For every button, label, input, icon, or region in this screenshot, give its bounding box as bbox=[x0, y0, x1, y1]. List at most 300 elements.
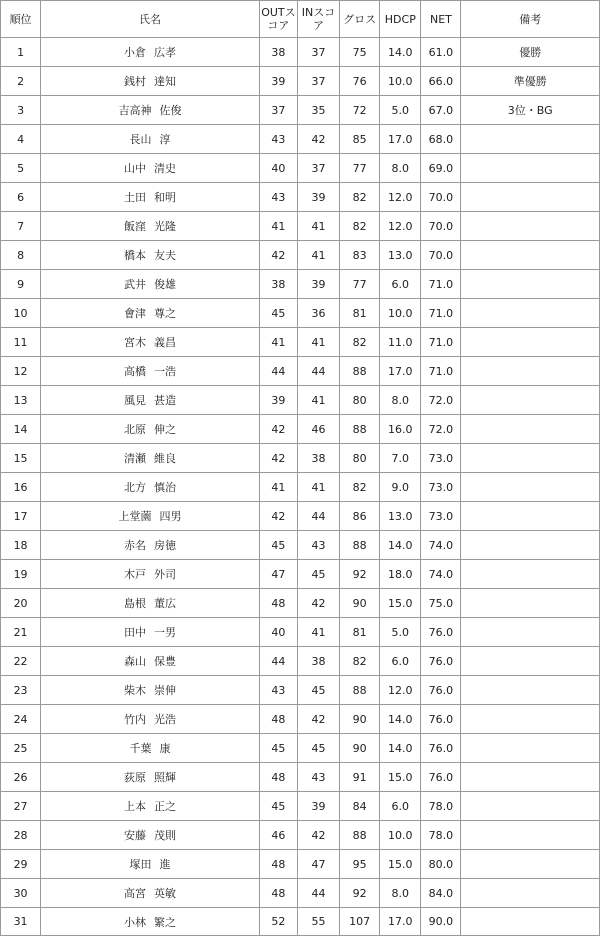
header-rank: 順位 bbox=[1, 1, 41, 38]
cell-in: 45 bbox=[297, 560, 339, 589]
last-name: 竹内 bbox=[123, 713, 146, 726]
table-row bbox=[1, 647, 600, 676]
first-name: 伸之 bbox=[153, 423, 176, 436]
header-out: OUTスコア bbox=[259, 1, 297, 38]
first-name: 康 bbox=[159, 742, 171, 755]
last-name: 塚田 bbox=[129, 858, 152, 871]
cell-out: 48 bbox=[259, 705, 297, 734]
cell-name bbox=[41, 473, 260, 502]
cell-gross: 81 bbox=[340, 299, 380, 328]
first-name: 淳 bbox=[159, 133, 171, 146]
first-name: 一浩 bbox=[153, 365, 176, 378]
cell-note bbox=[461, 212, 600, 241]
cell-gross: 81 bbox=[340, 618, 380, 647]
cell-out: 48 bbox=[259, 589, 297, 618]
cell-rank: 8 bbox=[1, 241, 41, 270]
table-row bbox=[1, 879, 600, 908]
cell-out: 48 bbox=[259, 850, 297, 879]
cell-rank: 5 bbox=[1, 154, 41, 183]
cell-note bbox=[461, 618, 600, 647]
cell-gross: 82 bbox=[340, 212, 380, 241]
last-name: 清瀬 bbox=[123, 452, 146, 465]
cell-hdcp: 14.0 bbox=[380, 38, 421, 67]
cell-name bbox=[41, 908, 260, 936]
cell-name bbox=[41, 357, 260, 386]
cell-hdcp: 13.0 bbox=[380, 502, 421, 531]
cell-gross: 85 bbox=[340, 125, 380, 154]
last-name: 銭村 bbox=[123, 75, 146, 88]
first-name: 維良 bbox=[153, 452, 176, 465]
cell-hdcp: 5.0 bbox=[380, 96, 421, 125]
cell-hdcp: 9.0 bbox=[380, 473, 421, 502]
cell-hdcp: 17.0 bbox=[380, 125, 421, 154]
first-name: 英敏 bbox=[153, 887, 176, 900]
cell-hdcp: 17.0 bbox=[380, 357, 421, 386]
cell-rank: 20 bbox=[1, 589, 41, 618]
cell-note bbox=[461, 473, 600, 502]
first-name: 正之 bbox=[153, 800, 176, 813]
last-name: 上堂薗 bbox=[118, 510, 152, 523]
first-name: 光浩 bbox=[153, 713, 176, 726]
cell-note bbox=[461, 734, 600, 763]
cell-gross: 88 bbox=[340, 676, 380, 705]
cell-name bbox=[41, 183, 260, 212]
cell-hdcp: 12.0 bbox=[380, 676, 421, 705]
cell-net: 76.0 bbox=[421, 618, 461, 647]
table-row bbox=[1, 502, 600, 531]
cell-hdcp: 6.0 bbox=[380, 792, 421, 821]
cell-out: 41 bbox=[259, 212, 297, 241]
cell-rank: 25 bbox=[1, 734, 41, 763]
cell-hdcp: 12.0 bbox=[380, 212, 421, 241]
cell-gross: 88 bbox=[340, 357, 380, 386]
last-name: 橋本 bbox=[123, 249, 146, 262]
first-name: 保豊 bbox=[153, 655, 176, 668]
cell-note bbox=[461, 270, 600, 299]
cell-rank: 24 bbox=[1, 705, 41, 734]
cell-in: 42 bbox=[297, 125, 339, 154]
cell-note bbox=[461, 821, 600, 850]
cell-in: 39 bbox=[297, 792, 339, 821]
header-name: 氏名 bbox=[41, 1, 260, 38]
table-row bbox=[1, 241, 600, 270]
cell-name bbox=[41, 96, 260, 125]
cell-gross: 90 bbox=[340, 705, 380, 734]
cell-in: 44 bbox=[297, 357, 339, 386]
cell-hdcp: 8.0 bbox=[380, 879, 421, 908]
cell-out: 52 bbox=[259, 908, 297, 936]
cell-rank: 11 bbox=[1, 328, 41, 357]
cell-gross: 91 bbox=[340, 763, 380, 792]
cell-hdcp: 18.0 bbox=[380, 560, 421, 589]
first-name: 甚造 bbox=[153, 394, 176, 407]
cell-gross: 90 bbox=[340, 734, 380, 763]
cell-name bbox=[41, 270, 260, 299]
cell-rank: 2 bbox=[1, 67, 41, 96]
cell-note bbox=[461, 386, 600, 415]
cell-net: 73.0 bbox=[421, 473, 461, 502]
cell-rank: 31 bbox=[1, 908, 41, 936]
cell-name bbox=[41, 38, 260, 67]
cell-net: 69.0 bbox=[421, 154, 461, 183]
cell-hdcp: 6.0 bbox=[380, 647, 421, 676]
cell-out: 43 bbox=[259, 125, 297, 154]
cell-note: 準優勝 bbox=[461, 67, 600, 96]
cell-net: 80.0 bbox=[421, 850, 461, 879]
cell-gross: 77 bbox=[340, 154, 380, 183]
cell-out: 42 bbox=[259, 502, 297, 531]
cell-net: 76.0 bbox=[421, 676, 461, 705]
table-row bbox=[1, 212, 600, 241]
table-row bbox=[1, 676, 600, 705]
cell-note bbox=[461, 328, 600, 357]
cell-in: 44 bbox=[297, 502, 339, 531]
table-row bbox=[1, 705, 600, 734]
cell-in: 39 bbox=[297, 270, 339, 299]
cell-gross: 80 bbox=[340, 444, 380, 473]
cell-name bbox=[41, 647, 260, 676]
cell-out: 44 bbox=[259, 357, 297, 386]
cell-note bbox=[461, 908, 600, 936]
cell-gross: 107 bbox=[340, 908, 380, 936]
cell-rank: 16 bbox=[1, 473, 41, 502]
cell-gross: 82 bbox=[340, 647, 380, 676]
first-name: 照輝 bbox=[153, 771, 176, 784]
table-header bbox=[1, 1, 600, 38]
cell-name bbox=[41, 850, 260, 879]
cell-rank: 19 bbox=[1, 560, 41, 589]
cell-note bbox=[461, 879, 600, 908]
table-row bbox=[1, 821, 600, 850]
table-row bbox=[1, 125, 600, 154]
last-name: 長山 bbox=[129, 133, 152, 146]
cell-in: 36 bbox=[297, 299, 339, 328]
cell-rank: 29 bbox=[1, 850, 41, 879]
cell-note bbox=[461, 444, 600, 473]
cell-out: 45 bbox=[259, 734, 297, 763]
cell-note bbox=[461, 502, 600, 531]
cell-out: 45 bbox=[259, 299, 297, 328]
cell-rank: 27 bbox=[1, 792, 41, 821]
cell-net: 76.0 bbox=[421, 647, 461, 676]
table-row bbox=[1, 531, 600, 560]
cell-gross: 86 bbox=[340, 502, 380, 531]
cell-name bbox=[41, 502, 260, 531]
cell-note bbox=[461, 676, 600, 705]
cell-hdcp: 15.0 bbox=[380, 850, 421, 879]
cell-rank: 6 bbox=[1, 183, 41, 212]
table-row bbox=[1, 67, 600, 96]
cell-out: 39 bbox=[259, 67, 297, 96]
cell-net: 84.0 bbox=[421, 879, 461, 908]
cell-net: 90.0 bbox=[421, 908, 461, 936]
table-row bbox=[1, 270, 600, 299]
cell-name bbox=[41, 444, 260, 473]
cell-out: 38 bbox=[259, 270, 297, 299]
table-row bbox=[1, 763, 600, 792]
cell-gross: 80 bbox=[340, 386, 380, 415]
cell-hdcp: 8.0 bbox=[380, 386, 421, 415]
cell-net: 71.0 bbox=[421, 357, 461, 386]
cell-in: 45 bbox=[297, 734, 339, 763]
cell-note bbox=[461, 531, 600, 560]
last-name: 山中 bbox=[123, 162, 146, 175]
table-row bbox=[1, 154, 600, 183]
first-name: 崇伸 bbox=[153, 684, 176, 697]
cell-out: 44 bbox=[259, 647, 297, 676]
cell-rank: 28 bbox=[1, 821, 41, 850]
last-name: 赤名 bbox=[123, 539, 146, 552]
cell-rank: 3 bbox=[1, 96, 41, 125]
cell-gross: 90 bbox=[340, 589, 380, 618]
cell-out: 43 bbox=[259, 676, 297, 705]
first-name: 義昌 bbox=[153, 336, 176, 349]
table-row bbox=[1, 850, 600, 879]
cell-out: 40 bbox=[259, 618, 297, 647]
cell-in: 37 bbox=[297, 67, 339, 96]
cell-net: 70.0 bbox=[421, 241, 461, 270]
table-row bbox=[1, 908, 600, 936]
cell-rank: 7 bbox=[1, 212, 41, 241]
cell-in: 41 bbox=[297, 618, 339, 647]
cell-rank: 1 bbox=[1, 38, 41, 67]
cell-out: 41 bbox=[259, 473, 297, 502]
cell-hdcp: 10.0 bbox=[380, 821, 421, 850]
cell-name bbox=[41, 821, 260, 850]
cell-out: 45 bbox=[259, 792, 297, 821]
cell-name bbox=[41, 705, 260, 734]
cell-gross: 75 bbox=[340, 38, 380, 67]
cell-gross: 72 bbox=[340, 96, 380, 125]
cell-note bbox=[461, 792, 600, 821]
cell-hdcp: 7.0 bbox=[380, 444, 421, 473]
cell-net: 71.0 bbox=[421, 328, 461, 357]
cell-net: 73.0 bbox=[421, 502, 461, 531]
cell-out: 42 bbox=[259, 444, 297, 473]
cell-gross: 92 bbox=[340, 879, 380, 908]
cell-out: 40 bbox=[259, 154, 297, 183]
table-row bbox=[1, 589, 600, 618]
cell-net: 68.0 bbox=[421, 125, 461, 154]
cell-out: 37 bbox=[259, 96, 297, 125]
header-hdcp: HDCP bbox=[380, 1, 421, 38]
cell-name bbox=[41, 560, 260, 589]
table-row bbox=[1, 96, 600, 125]
cell-gross: 82 bbox=[340, 328, 380, 357]
first-name: 清史 bbox=[153, 162, 176, 175]
cell-note bbox=[461, 560, 600, 589]
cell-rank: 13 bbox=[1, 386, 41, 415]
cell-hdcp: 14.0 bbox=[380, 531, 421, 560]
cell-name bbox=[41, 125, 260, 154]
cell-net: 76.0 bbox=[421, 705, 461, 734]
cell-in: 47 bbox=[297, 850, 339, 879]
first-name: 進 bbox=[159, 858, 171, 871]
first-name: 房徳 bbox=[153, 539, 176, 552]
cell-note bbox=[461, 589, 600, 618]
cell-in: 46 bbox=[297, 415, 339, 444]
header-note: 備考 bbox=[461, 1, 600, 38]
first-name: 董広 bbox=[153, 597, 176, 610]
cell-out: 38 bbox=[259, 38, 297, 67]
cell-out: 48 bbox=[259, 763, 297, 792]
cell-name bbox=[41, 154, 260, 183]
header-net: NET bbox=[421, 1, 461, 38]
cell-in: 55 bbox=[297, 908, 339, 936]
cell-net: 72.0 bbox=[421, 415, 461, 444]
cell-gross: 76 bbox=[340, 67, 380, 96]
first-name: 慎治 bbox=[153, 481, 176, 494]
cell-note: 3位・BG bbox=[461, 96, 600, 125]
cell-name bbox=[41, 792, 260, 821]
first-name: 和明 bbox=[153, 191, 176, 204]
last-name: 田中 bbox=[123, 626, 146, 639]
first-name: 光隆 bbox=[153, 220, 176, 233]
cell-net: 66.0 bbox=[421, 67, 461, 96]
cell-net: 72.0 bbox=[421, 386, 461, 415]
cell-rank: 23 bbox=[1, 676, 41, 705]
cell-hdcp: 10.0 bbox=[380, 67, 421, 96]
cell-gross: 77 bbox=[340, 270, 380, 299]
cell-rank: 10 bbox=[1, 299, 41, 328]
cell-out: 47 bbox=[259, 560, 297, 589]
cell-note: 優勝 bbox=[461, 38, 600, 67]
last-name: 木戸 bbox=[123, 568, 146, 581]
cell-rank: 9 bbox=[1, 270, 41, 299]
cell-name bbox=[41, 299, 260, 328]
cell-note bbox=[461, 125, 600, 154]
cell-name bbox=[41, 386, 260, 415]
cell-rank: 22 bbox=[1, 647, 41, 676]
cell-name bbox=[41, 67, 260, 96]
table-row bbox=[1, 792, 600, 821]
cell-name bbox=[41, 212, 260, 241]
cell-hdcp: 11.0 bbox=[380, 328, 421, 357]
cell-gross: 95 bbox=[340, 850, 380, 879]
first-name: 佐俊 bbox=[159, 104, 182, 117]
cell-name bbox=[41, 734, 260, 763]
cell-out: 43 bbox=[259, 183, 297, 212]
cell-hdcp: 14.0 bbox=[380, 705, 421, 734]
cell-net: 74.0 bbox=[421, 560, 461, 589]
cell-out: 46 bbox=[259, 821, 297, 850]
table-row bbox=[1, 734, 600, 763]
cell-in: 41 bbox=[297, 328, 339, 357]
cell-name bbox=[41, 531, 260, 560]
cell-rank: 14 bbox=[1, 415, 41, 444]
cell-in: 44 bbox=[297, 879, 339, 908]
cell-rank: 26 bbox=[1, 763, 41, 792]
cell-gross: 83 bbox=[340, 241, 380, 270]
cell-net: 74.0 bbox=[421, 531, 461, 560]
last-name: 上本 bbox=[123, 800, 146, 813]
cell-net: 71.0 bbox=[421, 299, 461, 328]
last-name: 千葉 bbox=[129, 742, 152, 755]
cell-note bbox=[461, 183, 600, 212]
last-name: 風見 bbox=[123, 394, 146, 407]
cell-note bbox=[461, 299, 600, 328]
table-row bbox=[1, 357, 600, 386]
table-row bbox=[1, 415, 600, 444]
cell-hdcp: 15.0 bbox=[380, 589, 421, 618]
table-row bbox=[1, 183, 600, 212]
cell-in: 42 bbox=[297, 821, 339, 850]
cell-name bbox=[41, 879, 260, 908]
cell-in: 43 bbox=[297, 531, 339, 560]
cell-in: 41 bbox=[297, 241, 339, 270]
cell-hdcp: 12.0 bbox=[380, 183, 421, 212]
cell-in: 42 bbox=[297, 705, 339, 734]
cell-out: 41 bbox=[259, 328, 297, 357]
cell-hdcp: 13.0 bbox=[380, 241, 421, 270]
cell-gross: 84 bbox=[340, 792, 380, 821]
last-name: 島根 bbox=[123, 597, 146, 610]
header-row bbox=[1, 1, 600, 38]
cell-in: 41 bbox=[297, 386, 339, 415]
cell-in: 41 bbox=[297, 212, 339, 241]
cell-hdcp: 14.0 bbox=[380, 734, 421, 763]
first-name: 一男 bbox=[153, 626, 176, 639]
last-name: 安藤 bbox=[123, 829, 146, 842]
cell-note bbox=[461, 763, 600, 792]
cell-in: 37 bbox=[297, 154, 339, 183]
last-name: 高橋 bbox=[123, 365, 146, 378]
cell-net: 67.0 bbox=[421, 96, 461, 125]
cell-in: 38 bbox=[297, 647, 339, 676]
cell-out: 42 bbox=[259, 415, 297, 444]
cell-rank: 15 bbox=[1, 444, 41, 473]
first-name: 達知 bbox=[153, 75, 176, 88]
header-gross: グロス bbox=[340, 1, 380, 38]
cell-gross: 88 bbox=[340, 531, 380, 560]
last-name: 宮木 bbox=[123, 336, 146, 349]
cell-hdcp: 8.0 bbox=[380, 154, 421, 183]
cell-rank: 17 bbox=[1, 502, 41, 531]
first-name: 尊之 bbox=[153, 307, 176, 320]
cell-note bbox=[461, 647, 600, 676]
cell-name bbox=[41, 763, 260, 792]
cell-rank: 12 bbox=[1, 357, 41, 386]
cell-net: 71.0 bbox=[421, 270, 461, 299]
cell-rank: 4 bbox=[1, 125, 41, 154]
cell-hdcp: 17.0 bbox=[380, 908, 421, 936]
cell-in: 35 bbox=[297, 96, 339, 125]
cell-gross: 88 bbox=[340, 821, 380, 850]
last-name: 柴木 bbox=[123, 684, 146, 697]
cell-in: 38 bbox=[297, 444, 339, 473]
last-name: 北原 bbox=[123, 423, 146, 436]
cell-name bbox=[41, 589, 260, 618]
cell-rank: 21 bbox=[1, 618, 41, 647]
cell-net: 75.0 bbox=[421, 589, 461, 618]
last-name: 吉高神 bbox=[118, 104, 152, 117]
cell-rank: 18 bbox=[1, 531, 41, 560]
cell-note bbox=[461, 415, 600, 444]
last-name: 飯窪 bbox=[123, 220, 146, 233]
last-name: 北方 bbox=[123, 481, 146, 494]
cell-net: 73.0 bbox=[421, 444, 461, 473]
cell-gross: 82 bbox=[340, 183, 380, 212]
cell-net: 76.0 bbox=[421, 734, 461, 763]
table-row bbox=[1, 473, 600, 502]
first-name: 俊雄 bbox=[153, 278, 176, 291]
first-name: 外司 bbox=[153, 568, 176, 581]
cell-note bbox=[461, 705, 600, 734]
table-row bbox=[1, 560, 600, 589]
cell-in: 45 bbox=[297, 676, 339, 705]
last-name: 森山 bbox=[123, 655, 146, 668]
first-name: 友夫 bbox=[153, 249, 176, 262]
